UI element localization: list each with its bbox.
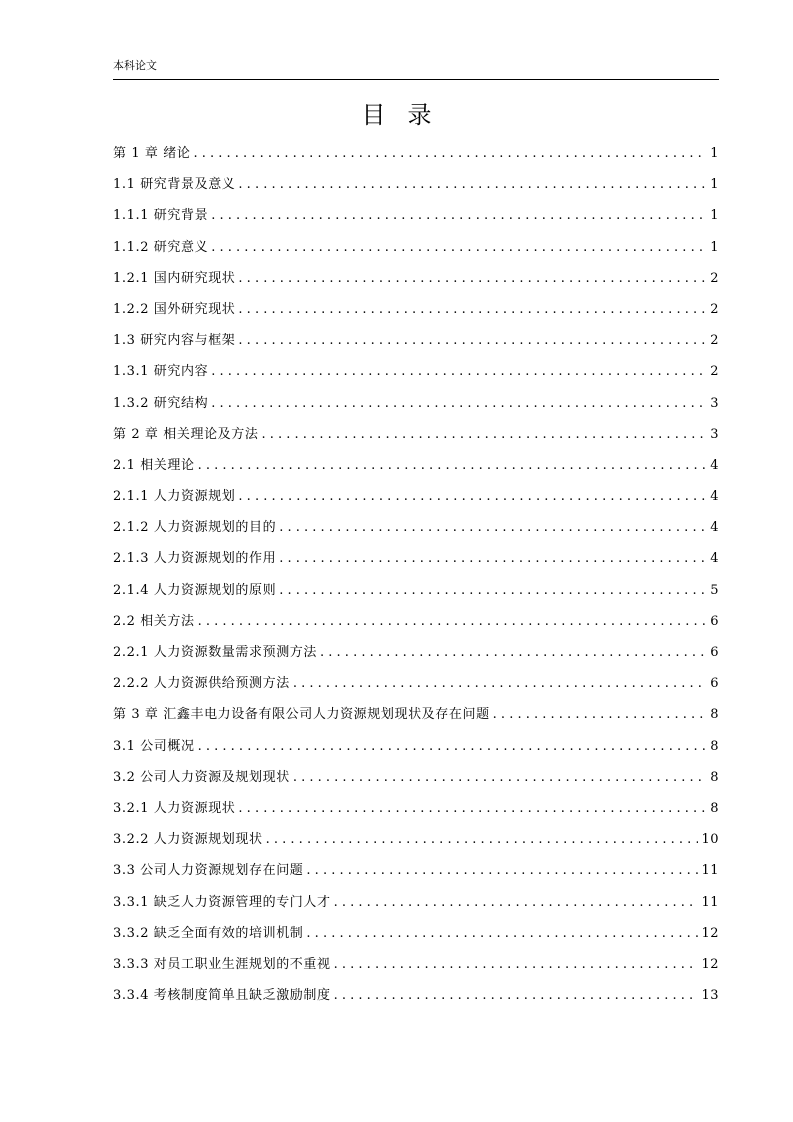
toc-dot-leader: [293, 668, 707, 699]
toc-page-number: 6: [710, 676, 719, 692]
toc-dot-leader: [306, 918, 698, 949]
toc-page-number: 8: [710, 769, 719, 785]
toc-dot-leader: [320, 637, 707, 668]
toc-entry[interactable]: [113, 575, 719, 606]
toc-entry-text: 1.3.1 研究内容: [113, 364, 209, 380]
toc-page-number: 5: [710, 582, 719, 598]
toc-entry-text: 第 2 章 相关理论及方法: [113, 426, 259, 442]
toc-page-number: 4: [710, 457, 719, 473]
toc-page-number: 2: [710, 333, 719, 349]
toc-entry-text: 1.1.2 研究意义: [113, 239, 209, 255]
toc-page-number: 1: [710, 177, 719, 193]
toc-dot-leader: [211, 356, 707, 387]
toc-entry[interactable]: [113, 793, 719, 824]
toc-dot-leader: [293, 762, 707, 793]
toc-entry[interactable]: [113, 481, 719, 512]
toc-page-number: 4: [710, 520, 719, 536]
toc-dot-leader: [279, 543, 707, 574]
toc-page-number: 3: [710, 426, 719, 442]
toc-dot-leader: [266, 824, 699, 855]
toc-page-number: 2: [710, 301, 719, 317]
toc-dot-leader: [334, 949, 699, 980]
toc-page-number: 8: [710, 800, 719, 816]
toc-entry-text: 2.1.4 人力资源规划的原则: [113, 582, 277, 598]
running-header: 本科论文: [113, 59, 157, 72]
toc-entry-text: 3.2.1 人力资源现状: [113, 800, 236, 816]
toc-dot-leader: [211, 388, 707, 419]
toc-dot-leader: [334, 887, 699, 918]
toc-entry-text: 1.2.2 国外研究现状: [113, 301, 236, 317]
toc-entry[interactable]: [113, 762, 719, 793]
toc-title: 目录: [361, 101, 454, 129]
toc-dot-leader: [211, 200, 707, 231]
toc-entry[interactable]: [113, 637, 719, 668]
toc-entry[interactable]: [113, 543, 719, 574]
toc-entry-text: 3.2.2 人力资源规划现状: [113, 832, 263, 848]
toc-page-number: 2: [710, 364, 719, 380]
toc-entry-text: 第 3 章 汇鑫丰电力设备有限公司人力资源规划现状及存在问题: [113, 707, 490, 723]
toc-entry[interactable]: [113, 855, 719, 886]
toc-page-number: 11: [701, 894, 719, 910]
toc-page-number: 11: [701, 863, 719, 879]
toc-page-number: 12: [701, 925, 719, 941]
toc-entry[interactable]: [113, 918, 719, 949]
toc-entry[interactable]: [113, 294, 719, 325]
toc-entry-text: 2.2 相关方法: [113, 613, 195, 629]
toc-entry[interactable]: [113, 450, 719, 481]
toc-entry[interactable]: [113, 668, 719, 699]
toc-entry-text: 1.3 研究内容与框架: [113, 333, 236, 349]
toc-entry[interactable]: [113, 325, 719, 356]
toc-dot-leader: [193, 138, 707, 169]
toc-entry[interactable]: [113, 169, 719, 200]
toc-dot-leader: [279, 575, 707, 606]
toc-entry-text: 2.1.3 人力资源规划的作用: [113, 551, 277, 567]
toc-dot-leader: [261, 419, 707, 450]
toc-entry-text: 2.1.1 人力资源规划: [113, 489, 236, 505]
toc-entry[interactable]: [113, 887, 719, 918]
toc-dot-leader: [238, 325, 707, 356]
toc-page-number: 8: [710, 738, 719, 754]
toc-entry-text: 3.3 公司人力资源规划存在问题: [113, 863, 304, 879]
toc-entry-text: 3.3.2 缺乏全面有效的培训机制: [113, 925, 304, 941]
toc-entry[interactable]: [113, 388, 719, 419]
toc-dot-leader: [279, 512, 707, 543]
toc-page-number: 2: [710, 270, 719, 286]
toc-list: [113, 138, 719, 1011]
toc-page-number: 10: [701, 832, 719, 848]
toc-entry[interactable]: [113, 949, 719, 980]
toc-entry-text: 1.2.1 国内研究现状: [113, 270, 236, 286]
toc-page-number: 1: [710, 208, 719, 224]
toc-page-number: 12: [701, 956, 719, 972]
toc-dot-leader: [238, 294, 707, 325]
toc-entry-text: 3.1 公司概况: [113, 738, 195, 754]
toc-dot-leader: [238, 263, 707, 294]
toc-entry[interactable]: [113, 731, 719, 762]
toc-entry[interactable]: [113, 232, 719, 263]
toc-entry-text: 第 1 章 绪论: [113, 146, 191, 161]
toc-entry-text: 1.1 研究背景及意义: [113, 177, 236, 193]
toc-entry-text: 2.1.2 人力资源规划的目的: [113, 520, 277, 536]
toc-page-number: 8: [710, 707, 719, 723]
toc-entry-text: 1.3.2 研究结构: [113, 395, 209, 411]
toc-page-number: 1: [710, 146, 719, 161]
toc-entry[interactable]: [113, 263, 719, 294]
header-divider: [113, 79, 719, 80]
toc-entry[interactable]: [113, 200, 719, 231]
toc-page-number: 13: [701, 988, 719, 1004]
toc-entry[interactable]: [113, 699, 719, 730]
toc-dot-leader: [238, 481, 707, 512]
toc-entry-text: 3.3.4 考核制度简单且缺乏激励制度: [113, 988, 331, 1004]
toc-dot-leader: [198, 606, 708, 637]
toc-page-number: 6: [710, 645, 719, 660]
toc-page-number: 6: [710, 613, 719, 629]
toc-dot-leader: [334, 980, 699, 1011]
toc-dot-leader: [198, 731, 708, 762]
toc-entry[interactable]: [113, 824, 719, 855]
toc-dot-leader: [198, 450, 708, 481]
toc-dot-leader: [238, 169, 707, 200]
toc-page-number: 1: [710, 239, 719, 255]
toc-entry-text: 2.2.2 人力资源供给预测方法: [113, 676, 290, 692]
toc-entry[interactable]: [113, 980, 719, 1011]
toc-entry-text: 3.3.3 对员工职业生涯规划的不重视: [113, 956, 331, 972]
toc-entry-text: 1.1.1 研究背景: [113, 208, 209, 224]
toc-dot-leader: [493, 699, 708, 730]
toc-entry[interactable]: [113, 419, 719, 450]
toc-entry[interactable]: [113, 606, 719, 637]
toc-dot-leader: [211, 232, 707, 263]
toc-entry-text: 2.1 相关理论: [113, 457, 195, 473]
toc-dot-leader: [238, 793, 707, 824]
toc-dot-leader: [306, 855, 698, 886]
toc-entry-text: 3.2 公司人力资源及规划现状: [113, 769, 290, 785]
toc-entry-text: 3.3.1 缺乏人力资源管理的专门人才: [113, 894, 331, 910]
toc-entry[interactable]: [113, 356, 719, 387]
toc-page-number: 4: [710, 551, 719, 567]
toc-entry-text: 2.2.1 人力资源数量需求预测方法: [113, 645, 318, 660]
toc-entry[interactable]: [113, 138, 719, 169]
toc-entry[interactable]: [113, 512, 719, 543]
toc-page-number: 4: [710, 489, 719, 505]
toc-page-number: 3: [710, 395, 719, 411]
